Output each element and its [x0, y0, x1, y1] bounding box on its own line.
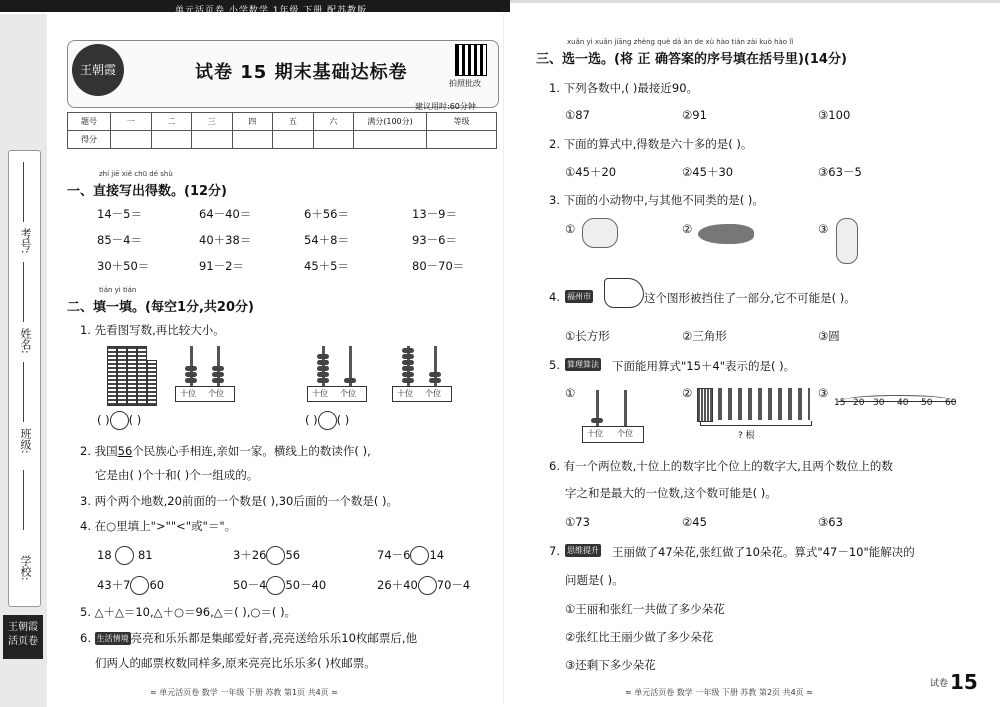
- publisher-logo: 王朝霞: [72, 44, 124, 96]
- sec2-q2-prefix: 2. 我国: [80, 444, 118, 458]
- compare-right: 56: [285, 548, 301, 562]
- score-cell: 四: [232, 113, 273, 131]
- calc-item: 54＋8＝: [304, 233, 349, 247]
- calc-item: 14－5＝: [97, 207, 142, 221]
- number-line-label: 60: [945, 398, 957, 408]
- calc-item: 13－9＝: [412, 207, 457, 221]
- score-cell: 一: [111, 113, 152, 131]
- sec3-q2: 2. 下面的算式中,得数是六十多的是( )。: [549, 137, 753, 151]
- score-cell: 得分: [68, 131, 111, 149]
- option[interactable]: ③: [818, 386, 829, 400]
- option[interactable]: ①45＋20: [565, 165, 617, 179]
- calc-item: 85－4＝: [97, 233, 142, 247]
- header-band-right: [510, 0, 1000, 3]
- sec3-q1: 1. 下列各数中,( )最接近90。: [549, 81, 699, 95]
- footer-left: ≈ 单元活页卷 数学 一年级 下册 苏教 第1页 共4页 ≈: [150, 688, 338, 697]
- calc-item: 64－40＝: [199, 207, 252, 221]
- sec2-pinyin: tián yi tián: [99, 286, 137, 294]
- suggested-time: 建议用时:60分钟: [415, 102, 476, 111]
- page-tag: 试卷: [930, 679, 949, 689]
- sec2-q6-text: 亮亮和乐乐都是集邮爱好者,亮亮送给乐乐10枚邮票后,他: [130, 631, 418, 645]
- compare-circle[interactable]: [130, 576, 149, 595]
- score-cell: 等级: [427, 113, 497, 131]
- sec1-pinyin: zhí jiē xiě chū dé shù: [99, 170, 173, 178]
- compare-right: 50－40: [285, 578, 327, 592]
- place-value-box: [582, 426, 644, 443]
- option[interactable]: ②91: [682, 108, 707, 122]
- place-value-box: [175, 386, 235, 402]
- compare-right: 60: [149, 578, 165, 592]
- score-cell: 六: [313, 113, 354, 131]
- name-line: [23, 262, 24, 322]
- score-table-score-row: [68, 131, 497, 149]
- place-value-box: [307, 386, 367, 402]
- option[interactable]: ③还剩下多少朵花: [565, 658, 656, 672]
- compare-circle[interactable]: [418, 576, 437, 595]
- option[interactable]: ②45: [682, 515, 707, 529]
- abacus-2: [307, 346, 367, 401]
- sec2-q3: 3. 两个两个地数,20前面的一个数是( ),30后面的一个数是( )。: [80, 494, 398, 508]
- score-input-cell[interactable]: [232, 131, 273, 149]
- fish-image: [698, 224, 754, 244]
- calc-item: 91－2＝: [199, 259, 244, 273]
- score-input-cell[interactable]: [427, 131, 497, 149]
- option[interactable]: ①87: [565, 108, 590, 122]
- sec3-q5: 下面能用算式"15＋4"表示的是( )。: [612, 359, 796, 373]
- sec2-q5: 5. △＋△＝10,△＋○＝96,△＝( ),○＝( )。: [80, 605, 297, 619]
- rabbit-image: [836, 218, 858, 264]
- tens-label: 十位: [587, 429, 603, 438]
- qr-label: 拍照批改: [449, 79, 481, 88]
- page-number: 15: [950, 670, 978, 694]
- score-table-header-row: [68, 113, 497, 131]
- thinking-tag: 思维提升: [567, 546, 599, 555]
- brace-icon: [700, 421, 812, 426]
- sec2-q2-text: 个民族心手相连,亲如一家。横线上的数读作( ),: [132, 444, 371, 458]
- number-line-label: 15: [834, 398, 846, 408]
- abacus-1: [175, 346, 235, 401]
- compare-blank-1[interactable]: ( ) ( ): [97, 411, 141, 430]
- name-label: 姓名:: [19, 328, 32, 354]
- sec3-q4-number: 4.: [549, 290, 560, 304]
- compare-item: [97, 576, 164, 595]
- brand-line-1: 王朝霞: [8, 622, 38, 633]
- class-line: [23, 362, 24, 422]
- ones-label: 个位: [208, 389, 224, 398]
- option[interactable]: ②张红比王丽少做了多少朵花: [565, 630, 714, 644]
- compare-left: 18: [97, 548, 112, 562]
- calc-item: 45＋5＝: [304, 259, 349, 273]
- sticks-question: ? 根: [738, 431, 755, 441]
- brand-line-2: 活页卷: [8, 636, 38, 647]
- place-value-box: [392, 386, 452, 402]
- score-cell: 题号: [68, 113, 111, 131]
- tens-label: 十位: [397, 389, 413, 398]
- sec3-q4: 这个图形被挡住了一部分,它不可能是( )。: [644, 291, 856, 305]
- sec3-q7-number: 7.: [549, 544, 560, 558]
- compare-left: 3＋26: [233, 548, 267, 562]
- score-table: [67, 112, 497, 149]
- school-line: [23, 470, 24, 530]
- compare-item: [377, 576, 470, 595]
- footer-right: ≈ 单元活页卷 数学 一年级 下册 苏教 第2页 共4页 ≈: [625, 688, 813, 697]
- stick-bundle-image: [697, 388, 713, 422]
- number-line-label: 50: [921, 398, 933, 408]
- number-line-label: 30: [873, 398, 885, 408]
- compare-item: [377, 546, 444, 565]
- option[interactable]: ③: [818, 222, 829, 236]
- compare-item: [233, 546, 300, 565]
- sec3-q6-line2: 字之和是最大的一位数,这个数可能是( )。: [565, 486, 777, 500]
- exam-number-label: 考号:: [19, 228, 32, 254]
- calc-item: 93－6＝: [412, 233, 457, 247]
- school-label: 学校:: [19, 555, 32, 581]
- page-divider: [503, 14, 504, 704]
- sec3-pinyin: xuǎn yi xuǎn jiāng zhèng què dá àn de xù hào tián zài kuò hào lǐ: [567, 38, 794, 46]
- sec2-q2-number: 56: [117, 444, 133, 458]
- number-line-label: 40: [897, 398, 909, 408]
- sec3-q3: 3. 下面的小动物中,与其他不同类的是( )。: [549, 193, 764, 207]
- sec3-q6-line1: 6. 有一个两位数,十位上的数字比个位上的数字大,且两个数位上的数: [549, 459, 893, 473]
- exam-number-line: [23, 162, 24, 222]
- calc-item: 6＋56＝: [304, 207, 349, 221]
- score-input-cell[interactable]: [354, 131, 427, 149]
- hidden-shape-image: [604, 278, 644, 308]
- tens-label: 十位: [180, 389, 196, 398]
- score-input-cell[interactable]: [151, 131, 192, 149]
- score-input-cell[interactable]: [111, 131, 152, 149]
- sec2-q6-line1: [80, 630, 417, 646]
- sec3-q7-line2: 问题是( )。: [565, 573, 624, 587]
- sec2-q4: 4. 在○里填上">""<"或"＝"。: [80, 519, 237, 533]
- score-cell: 满分(100分): [354, 113, 427, 131]
- option[interactable]: ①长方形: [565, 329, 610, 343]
- sec2-title: 二、填一填。(每空1分,共20分): [67, 300, 254, 315]
- compare-circle[interactable]: [410, 546, 429, 565]
- calc-item: 30＋50＝: [97, 259, 150, 273]
- puppy-image: [582, 218, 618, 248]
- score-cell: 二: [151, 113, 192, 131]
- top-bar: [0, 0, 1000, 14]
- option[interactable]: ①73: [565, 515, 590, 529]
- tens-label: 十位: [312, 389, 328, 398]
- life-context-tag: 生活情境: [96, 634, 129, 643]
- sec1-title: 一、直接写出得数。(12分): [67, 184, 227, 199]
- option[interactable]: ③63－5: [818, 165, 862, 179]
- stick-bundles-image: [107, 346, 157, 406]
- compare-circle[interactable]: [318, 411, 337, 430]
- option[interactable]: ③63: [818, 515, 843, 529]
- compare-circle[interactable]: [266, 576, 285, 595]
- q5-abacus: [582, 390, 644, 442]
- compare-left: 26＋40: [377, 578, 418, 592]
- score-input-cell[interactable]: [192, 131, 233, 149]
- sec2-q2-line2: 它是由( )个十和( )个一组成的。: [95, 468, 259, 482]
- abacus-3: [392, 346, 452, 401]
- sec2-q6-number: 6.: [80, 631, 91, 645]
- score-cell: 三: [192, 113, 233, 131]
- brand-logo: [3, 615, 43, 659]
- compare-right: 14: [429, 548, 445, 562]
- sec2-q6-line2: 们两人的邮票枚数同样多,原来亮亮比乐乐多( )枚邮票。: [95, 656, 376, 670]
- compare-circle[interactable]: [115, 546, 134, 565]
- option[interactable]: ②三角形: [682, 329, 727, 343]
- compare-right: 81: [137, 548, 153, 562]
- compare-circle[interactable]: [266, 546, 285, 565]
- option[interactable]: ①: [565, 386, 576, 400]
- qr-code-icon[interactable]: [455, 44, 487, 76]
- calc-item: 40＋38＝: [199, 233, 252, 247]
- compare-blank-2[interactable]: ( ) ( ): [305, 411, 349, 430]
- class-label: 班级:: [19, 428, 32, 454]
- reasoning-tag: 算理算法: [567, 360, 599, 369]
- sec2-q1: 1. 先看图写数,再比较大小。: [80, 323, 225, 337]
- loose-sticks-image: [718, 388, 810, 420]
- ones-label: 个位: [617, 429, 633, 438]
- score-input-cell[interactable]: [313, 131, 354, 149]
- score-input-cell[interactable]: [273, 131, 314, 149]
- option[interactable]: ③圆: [818, 329, 840, 343]
- paper-title: 试卷 15 期末基础达标卷: [195, 62, 408, 83]
- score-cell: 五: [273, 113, 314, 131]
- number-line-label: 20: [853, 398, 865, 408]
- region-tag: 福州市: [567, 292, 591, 301]
- option[interactable]: ②45＋30: [682, 165, 734, 179]
- sec3-q5-number: 5.: [549, 358, 560, 372]
- option[interactable]: ②: [682, 386, 693, 400]
- calc-item: 80－70＝: [412, 259, 465, 273]
- option[interactable]: ②: [682, 222, 693, 236]
- compare-item: [233, 576, 326, 595]
- student-info-box: [8, 150, 41, 607]
- option[interactable]: ①: [565, 222, 576, 236]
- compare-item: [97, 546, 153, 565]
- option[interactable]: ①王丽和张红一共做了多少朵花: [565, 602, 725, 616]
- compare-left: 50－4: [233, 578, 267, 592]
- sec2-q2-line1: [80, 443, 371, 459]
- compare-left: 74－6: [377, 548, 411, 562]
- compare-circle[interactable]: [110, 411, 129, 430]
- header-title: 单元活页卷 小学数学 1年级 下册 配苏教版: [175, 6, 368, 16]
- option[interactable]: ③100: [818, 108, 851, 122]
- ones-label: 个位: [425, 389, 441, 398]
- compare-left: 43＋7: [97, 578, 131, 592]
- sec3-title: 三、选一选。(将 正 确答案的序号填在括号里)(14分): [536, 52, 847, 67]
- sec3-q7-line1: 王丽做了47朵花,张红做了10朵花。算式"47－10"能解决的: [612, 545, 915, 559]
- ones-label: 个位: [340, 389, 356, 398]
- compare-right: 70－4: [436, 578, 471, 592]
